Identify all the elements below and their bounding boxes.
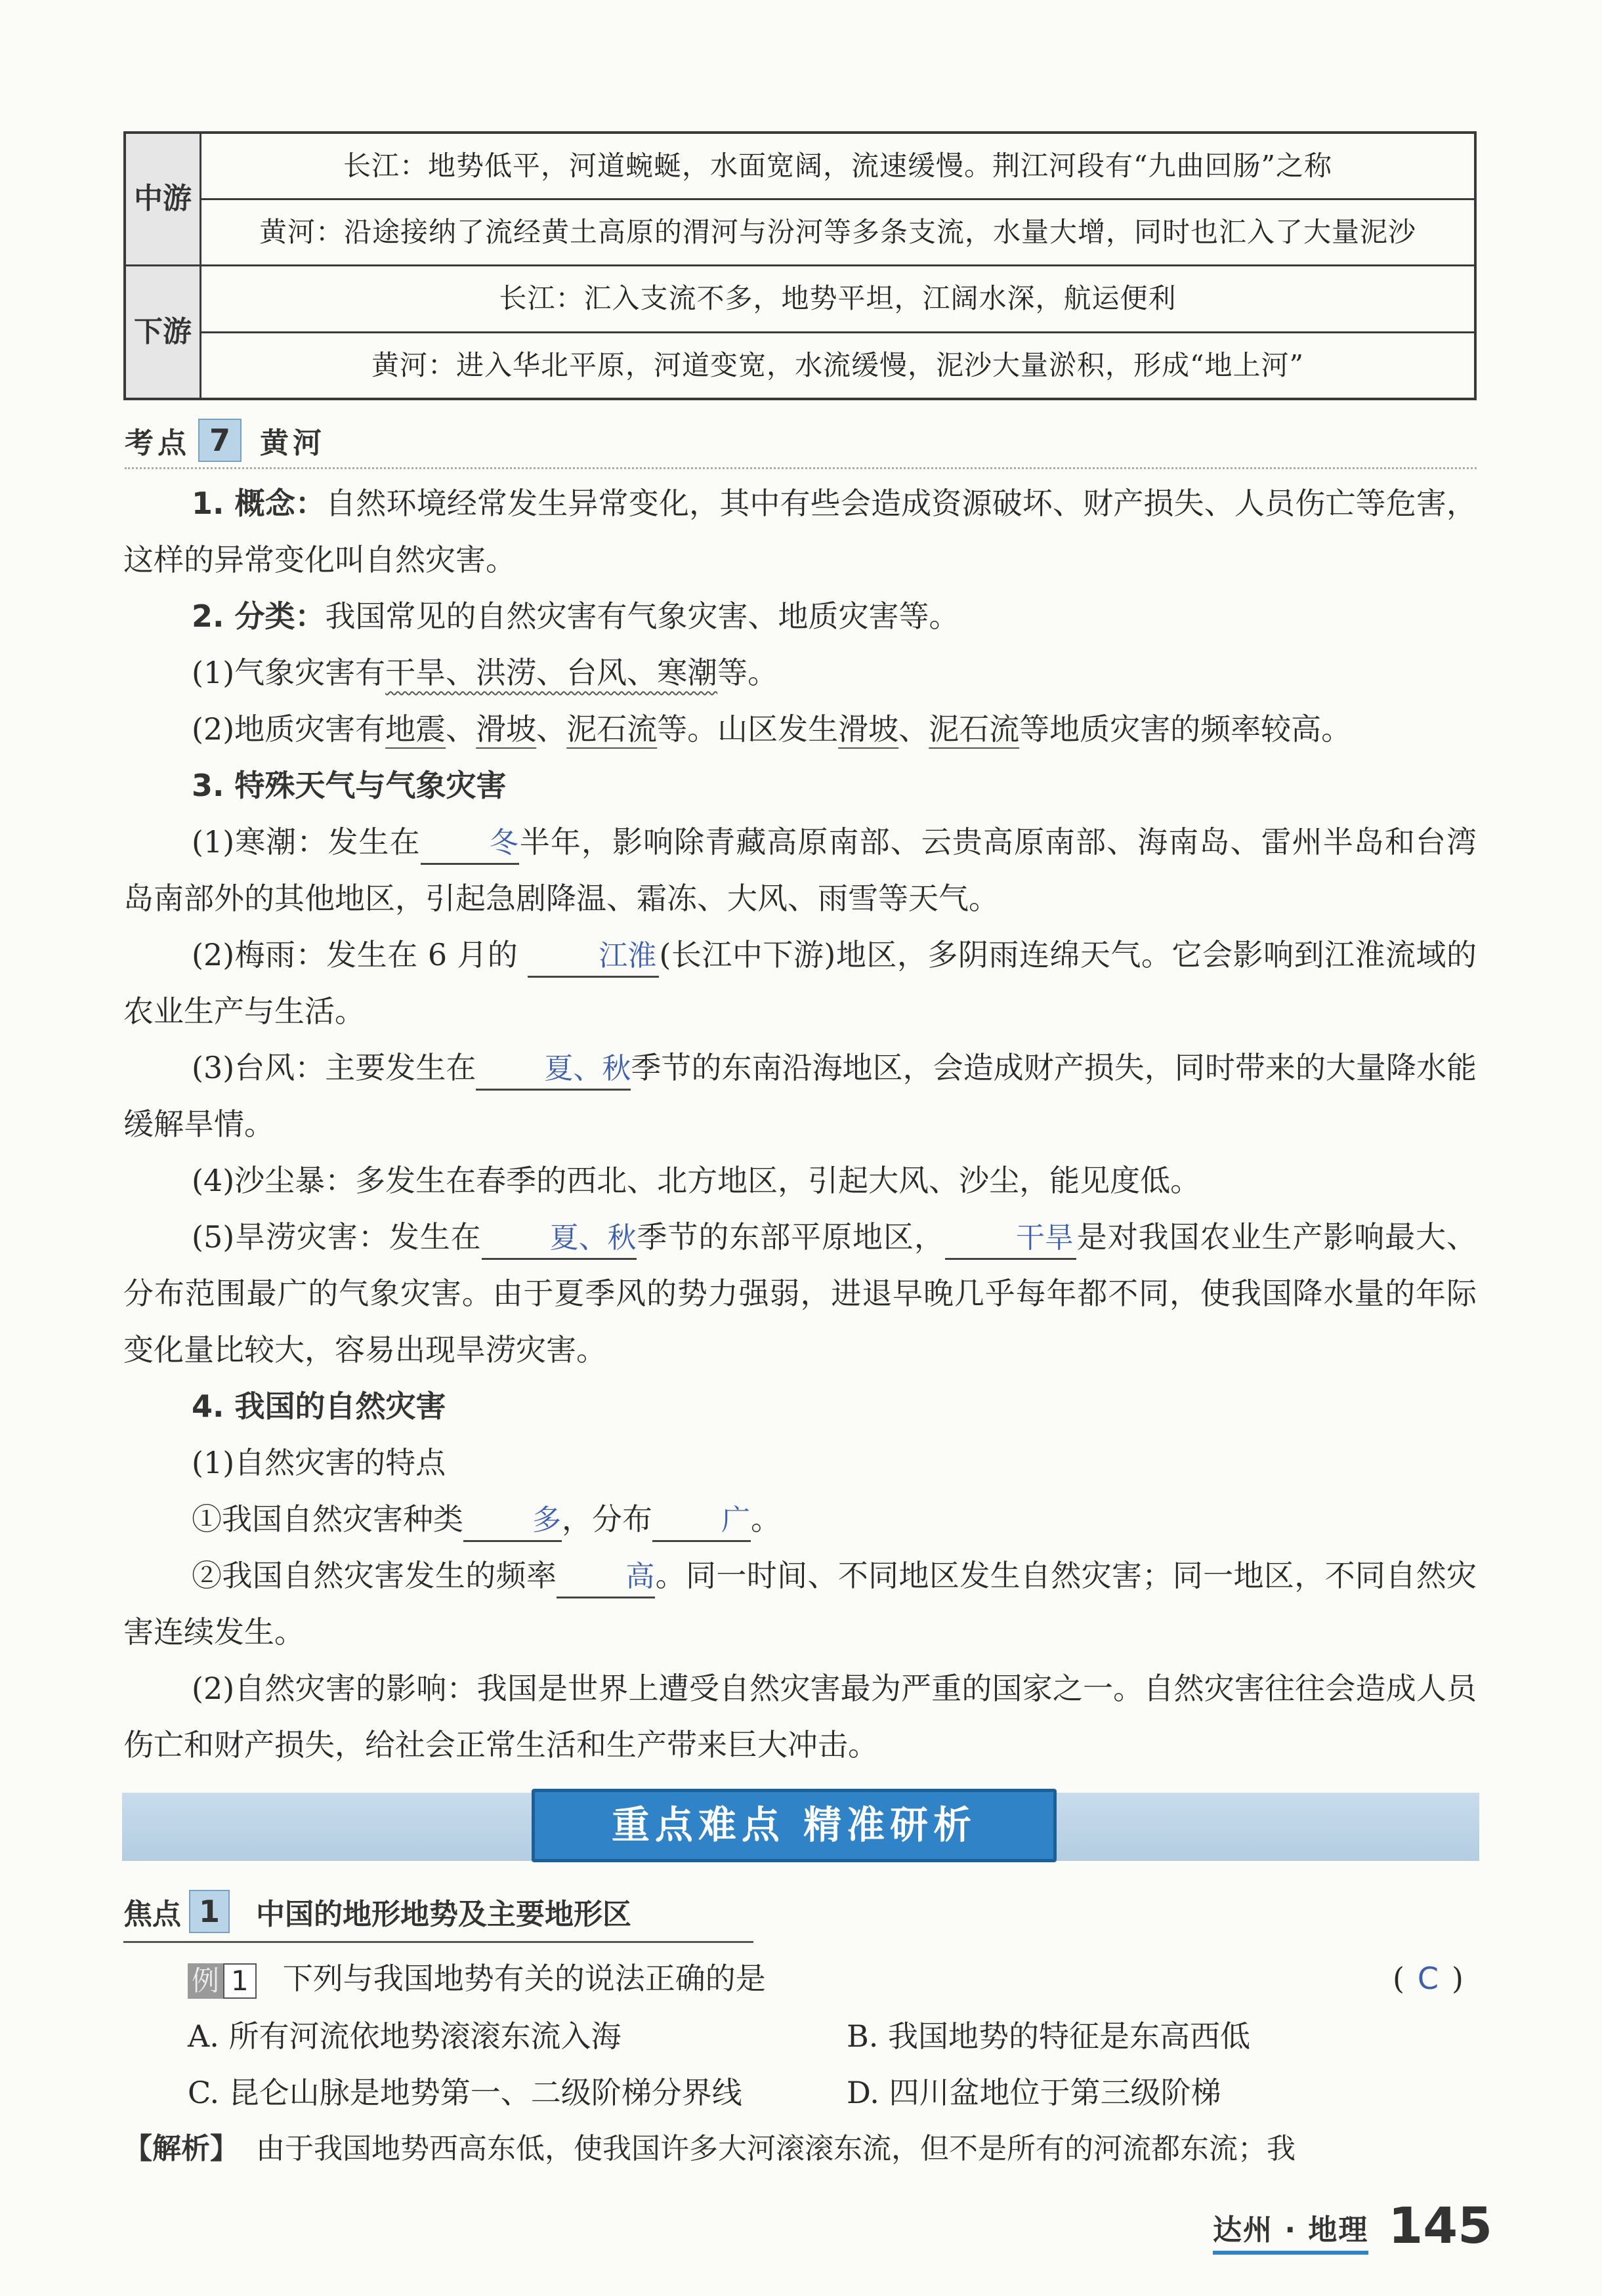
paragraph-text: 自然环境经常发生异常变化，其中有些会造成资源破坏、财产损失、人员伤亡等危害，这样的异常变化叫自然灾害。 (123, 486, 1477, 577)
paragraph-geological (123, 701, 1477, 757)
jiaodian-number-badge: 1 (189, 1890, 230, 1933)
filled-blank: 夏、秋 (482, 1219, 637, 1260)
river-comparison-table (123, 131, 1477, 400)
paragraph-concept (123, 475, 1477, 588)
paragraph-heading: 1. 概念： (192, 486, 326, 521)
paragraph-heading-special-weather (123, 757, 1477, 814)
question-line (188, 1950, 1477, 2007)
text: 半年，影响除青藏高原南部、云贵高原南部、海南岛、雷州半岛和台湾岛南部外的其他地区，引起急剧降温、霜冻、大风、雨雪等天气。 (123, 824, 1477, 916)
paragraph-impact (123, 1660, 1477, 1773)
filled-blank: 冬 (421, 824, 519, 865)
paragraph-frequency (123, 1547, 1477, 1660)
kaodian-label: 考点 (125, 427, 190, 460)
option-row (188, 2064, 1477, 2121)
table-row (125, 266, 1475, 332)
dotted-divider (125, 467, 1477, 469)
section-banner-title: 重点难点 精准研析 (532, 1789, 1057, 1862)
underlined-text: 泥石流 (566, 711, 658, 747)
text: 等地质灾害的频率较高。 (1019, 711, 1352, 747)
kaodian-number-badge: 7 (198, 419, 242, 462)
jiaodian-title: 中国的地形地势及主要地形区 (256, 1898, 631, 1931)
table-cell: 长江：地势低平，河道蜿蜒，水面宽阔，流速缓慢。荆江河段有“九曲回肠”之称 (201, 133, 1476, 199)
footer-region-subject: 达州 · 地理 (1213, 2206, 1368, 2255)
paragraph-heading: 4. 我国的自然灾害 (192, 1388, 446, 1424)
filled-blank: 广 (652, 1501, 751, 1542)
example-tag (188, 1963, 257, 1999)
option-c: C. 昆仑山脉是地势第一、二级阶梯分界线 (188, 2075, 742, 2110)
paragraph-typhoon (123, 1039, 1477, 1152)
text: (2)自然灾害的影响：我国是世界上遭受自然灾害最为严重的国家之一。自然灾害往往会造成人员伤亡和财产损失，给社会正常生活和生产带来巨大冲击。 (123, 1671, 1477, 1763)
filled-blank: 干旱 (945, 1219, 1076, 1260)
text: 等。山区发生 (657, 711, 839, 747)
filled-blank: 高 (557, 1557, 655, 1598)
table-cell: 黄河：沿途接纳了流经黄土高原的渭河与汾河等多条支流，水量大增，同时也汇入了大量泥沙 (201, 199, 1476, 266)
paragraph-cold-wave (123, 814, 1477, 927)
paragraph-heading: 2. 分类： (192, 598, 326, 634)
text: 季节的东南沿海地区，会造成财产损失，同时带来的大量降水能缓解旱情。 (123, 1050, 1477, 1142)
paragraph-features (123, 1434, 1477, 1491)
wavy-underlined-text: 干旱、洪涝、台风、寒潮 (385, 655, 718, 690)
kaodian-title: 黄河 (260, 427, 326, 460)
underlined-text: 泥石流 (929, 711, 1020, 747)
text: ②我国自然灾害发生的频率 (192, 1558, 557, 1593)
kaodian-heading (125, 419, 326, 462)
text: 、 (446, 711, 476, 747)
paragraph-sandstorm (123, 1152, 1477, 1209)
paragraph-classification (123, 588, 1477, 644)
text: (1)自然灾害的特点 (192, 1445, 446, 1480)
text: (5)旱涝灾害：发生在 (192, 1219, 482, 1255)
heading-underline (123, 1941, 753, 1943)
paragraph-meteorological (123, 644, 1477, 701)
knowledge-content (123, 475, 1477, 1773)
bracket-close: ) (1452, 1961, 1477, 1996)
analysis (123, 2121, 1477, 2177)
page-number: 145 (1388, 2196, 1493, 2255)
paragraph-heading: 3. 特殊天气与气象灾害 (192, 768, 507, 803)
table-row (125, 199, 1475, 266)
text: 。同一时间、不同地区发生自然灾害；同一地区，不同自然灾害连续发生。 (123, 1558, 1477, 1650)
paragraph-heading-china-disasters (123, 1378, 1477, 1434)
paragraph-plum-rain (123, 927, 1477, 1039)
text: (1)寒潮：发生在 (192, 824, 421, 860)
paragraph-variety (123, 1491, 1477, 1547)
text: ，分布 (562, 1501, 652, 1537)
text: 季节的东部平原地区， (636, 1219, 945, 1255)
option-row (188, 2008, 1477, 2064)
filled-blank: 多 (463, 1501, 562, 1542)
option-a: A. 所有河流依地势滚滚东流入海 (188, 2018, 622, 2054)
filled-blank: 夏、秋 (476, 1049, 631, 1091)
row-label-lower: 下游 (125, 266, 201, 399)
option-d: D. 四川盆地位于第三级阶梯 (847, 2075, 1221, 2110)
text: 是对我国农业生产影响最大、分布范围最广的气象灾害。由于夏季风的势力强弱，进退早晚几乎每年都不同，使我国降水量的年际变化量比较大，容易出现旱涝灾害。 (123, 1219, 1477, 1367)
jiaodian-heading (123, 1890, 631, 1933)
underlined-text: 滑坡 (476, 711, 537, 747)
analysis-text: 由于我国地势西高东低，使我国许多大河滚滚东流，但不是所有的河流都东流；我 (256, 2132, 1296, 2165)
text: (3)台风：主要发生在 (192, 1050, 476, 1085)
answer-bracket (1393, 1950, 1477, 2007)
table-cell: 长江：汇入支流不多，地势平坦，江阔水深，航运便利 (201, 266, 1476, 332)
analysis-tag: 【解析】 (123, 2132, 239, 2165)
text: (长江中下游)地区，多阴雨连绵天气。它会影响到江淮流域的农业生产与生活。 (123, 937, 1477, 1029)
text: (2)地质灾害有 (192, 711, 386, 747)
paragraph-drought-flood (123, 1209, 1477, 1378)
table-row (125, 133, 1475, 199)
table-cell: 黄河：进入华北平原，河道变宽，水流缓慢，泥沙大量淤积，形成“地上河” (201, 332, 1476, 399)
text: 等。 (717, 655, 778, 690)
answer-letter: C (1417, 1961, 1452, 1996)
bracket-open: ( (1392, 1961, 1418, 1996)
text: 、 (898, 711, 929, 747)
example-number: 1 (223, 1963, 257, 1999)
option-b: B. 我国地势的特征是东高西低 (847, 2018, 1251, 2054)
example-word: 例 (188, 1963, 223, 1999)
question-text: 下列与我国地势有关的说法正确的是 (282, 1961, 766, 1996)
jiaodian-label: 焦点 (123, 1898, 181, 1931)
row-label-middle: 中游 (125, 133, 201, 266)
table-row (125, 332, 1475, 399)
paragraph-text: 我国常见的自然灾害有气象灾害、地质灾害等。 (325, 598, 959, 634)
example-question (188, 1950, 1477, 2007)
answer-options (188, 2008, 1477, 2121)
page-footer (1213, 2182, 1492, 2255)
text: (4)沙尘暴：多发生在春季的西北、北方地区，引起大风、沙尘，能见度低。 (192, 1163, 1201, 1198)
text: (1)气象灾害有 (192, 655, 386, 690)
text: 。 (751, 1501, 781, 1537)
underlined-text: 地震 (385, 711, 446, 747)
text: ①我国自然灾害种类 (192, 1501, 463, 1537)
text: 、 (536, 711, 567, 747)
text: (2)梅雨：发生在 6 月的 (192, 937, 518, 972)
underlined-text: 滑坡 (838, 711, 899, 747)
filled-blank: 江淮 (528, 936, 659, 978)
